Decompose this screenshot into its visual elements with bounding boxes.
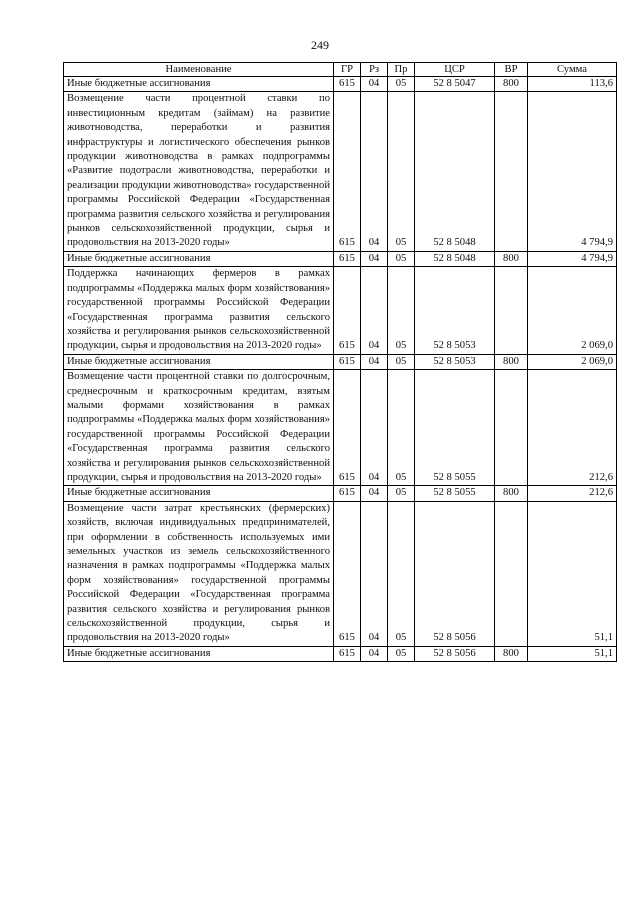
header-csr: ЦСР	[415, 63, 495, 77]
row-gr: 615	[334, 486, 361, 501]
row-rz: 04	[361, 501, 388, 646]
row-vr	[495, 267, 528, 354]
row-csr: 52 8 5056	[415, 501, 495, 646]
row-sum: 113,6	[528, 77, 617, 92]
row-csr: 52 8 5053	[415, 267, 495, 354]
row-pr: 05	[388, 370, 415, 486]
row-sum: 4 794,9	[528, 251, 617, 266]
row-sum: 51,1	[528, 646, 617, 661]
header-sum: Сумма	[528, 63, 617, 77]
row-sum: 51,1	[528, 501, 617, 646]
table-row	[64, 486, 617, 501]
table-row	[64, 646, 617, 661]
row-rz: 04	[361, 646, 388, 661]
row-vr	[495, 92, 528, 251]
row-sum: 4 794,9	[528, 92, 617, 251]
table-row	[64, 354, 617, 369]
table-row	[64, 92, 617, 251]
header-gr: ГР	[334, 63, 361, 77]
table-row	[64, 267, 617, 354]
header-rz: Рз	[361, 63, 388, 77]
row-name: Иные бюджетные ассигнования	[64, 251, 334, 266]
row-name: Иные бюджетные ассигнования	[64, 646, 334, 661]
row-gr: 615	[334, 354, 361, 369]
row-vr: 800	[495, 354, 528, 369]
row-vr: 800	[495, 77, 528, 92]
header-pr: Пр	[388, 63, 415, 77]
page-number: 249	[311, 38, 329, 52]
row-pr: 05	[388, 77, 415, 92]
row-sum: 212,6	[528, 370, 617, 486]
row-name: Возмещение части процентной ставки по долгосрочным, среднесрочным и краткосрочным кредитам, взятым малыми формами хозяйствования в рамках подпрограммы «Поддержка малых форм хозяйствования» государственной программы Российской Федерации «Государственная программа развития сельского хозяйства и регулирования рынков сельскохозяйственной продукции, сырья и продовольствия на 2013-2020 годы»	[64, 370, 334, 486]
row-csr: 52 8 5048	[415, 251, 495, 266]
row-gr: 615	[334, 92, 361, 251]
row-csr: 52 8 5055	[415, 370, 495, 486]
header-vr: ВР	[495, 63, 528, 77]
row-pr: 05	[388, 251, 415, 266]
row-name: Иные бюджетные ассигнования	[64, 486, 334, 501]
row-name: Иные бюджетные ассигнования	[64, 354, 334, 369]
row-pr: 05	[388, 267, 415, 354]
row-vr: 800	[495, 486, 528, 501]
row-gr: 615	[334, 646, 361, 661]
row-name: Возмещение части затрат крестьянских (фермерских) хозяйств, включая индивидуальных предпринимателей, при оформлении в собственность используемых ими земельных участков из земель сельскохозяйственного назначения в рамках подпрограммы «Поддержка малых форм хозяйствования» государственной программы Российской Федерации «Государственная программа развития сельского хозяйства и регулирования рынков сельскохозяйственной продукции, сырья и продовольствия на 2013-2020 годы»	[64, 501, 334, 646]
row-gr: 615	[334, 267, 361, 354]
table-row	[64, 370, 617, 486]
row-rz: 04	[361, 486, 388, 501]
table-row	[64, 77, 617, 92]
row-gr: 615	[334, 501, 361, 646]
row-gr: 615	[334, 370, 361, 486]
row-name: Поддержка начинающих фермеров в рамках подпрограммы «Поддержка малых форм хозяйствования» государственной программы Российской Федерации «Государственная программа развития сельского хозяйства и регулирования рынков сельскохозяйственной продукции, сырья и продовольствия на 2013-2020 годы»	[64, 267, 334, 354]
row-sum: 2 069,0	[528, 354, 617, 369]
row-sum: 212,6	[528, 486, 617, 501]
row-name: Иные бюджетные ассигнования	[64, 77, 334, 92]
header-name: Наименование	[64, 63, 334, 77]
row-vr: 800	[495, 251, 528, 266]
table-row	[64, 251, 617, 266]
table-header-row	[64, 63, 617, 77]
row-sum: 2 069,0	[528, 267, 617, 354]
row-gr: 615	[334, 251, 361, 266]
row-rz: 04	[361, 92, 388, 251]
row-pr: 05	[388, 501, 415, 646]
row-pr: 05	[388, 354, 415, 369]
row-gr: 615	[334, 77, 361, 92]
row-vr: 800	[495, 646, 528, 661]
row-rz: 04	[361, 370, 388, 486]
row-csr: 52 8 5048	[415, 92, 495, 251]
row-rz: 04	[361, 354, 388, 369]
row-rz: 04	[361, 251, 388, 266]
table-row	[64, 501, 617, 646]
row-pr: 05	[388, 646, 415, 661]
row-csr: 52 8 5047	[415, 77, 495, 92]
row-vr	[495, 501, 528, 646]
row-rz: 04	[361, 267, 388, 354]
row-pr: 05	[388, 486, 415, 501]
row-rz: 04	[361, 77, 388, 92]
row-vr	[495, 370, 528, 486]
budget-table	[63, 62, 617, 662]
row-name: Возмещение части процентной ставки по инвестиционным кредитам (займам) на развитие животноводства, переработки и развития инфраструктуры и логистического обеспечения рынков продукции животноводства в рамках подпрограммы «Развитие подотрасли животноводства, переработки и реализации продукции животноводства» государственной программы Российской Федерации «Государственная программа развития сельского хозяйства и регулирования рынков сельскохозяйственной продукции, сырья и продовольствия на 2013-2020 годы»	[64, 92, 334, 251]
row-csr: 52 8 5053	[415, 354, 495, 369]
row-csr: 52 8 5056	[415, 646, 495, 661]
row-pr: 05	[388, 92, 415, 251]
row-csr: 52 8 5055	[415, 486, 495, 501]
